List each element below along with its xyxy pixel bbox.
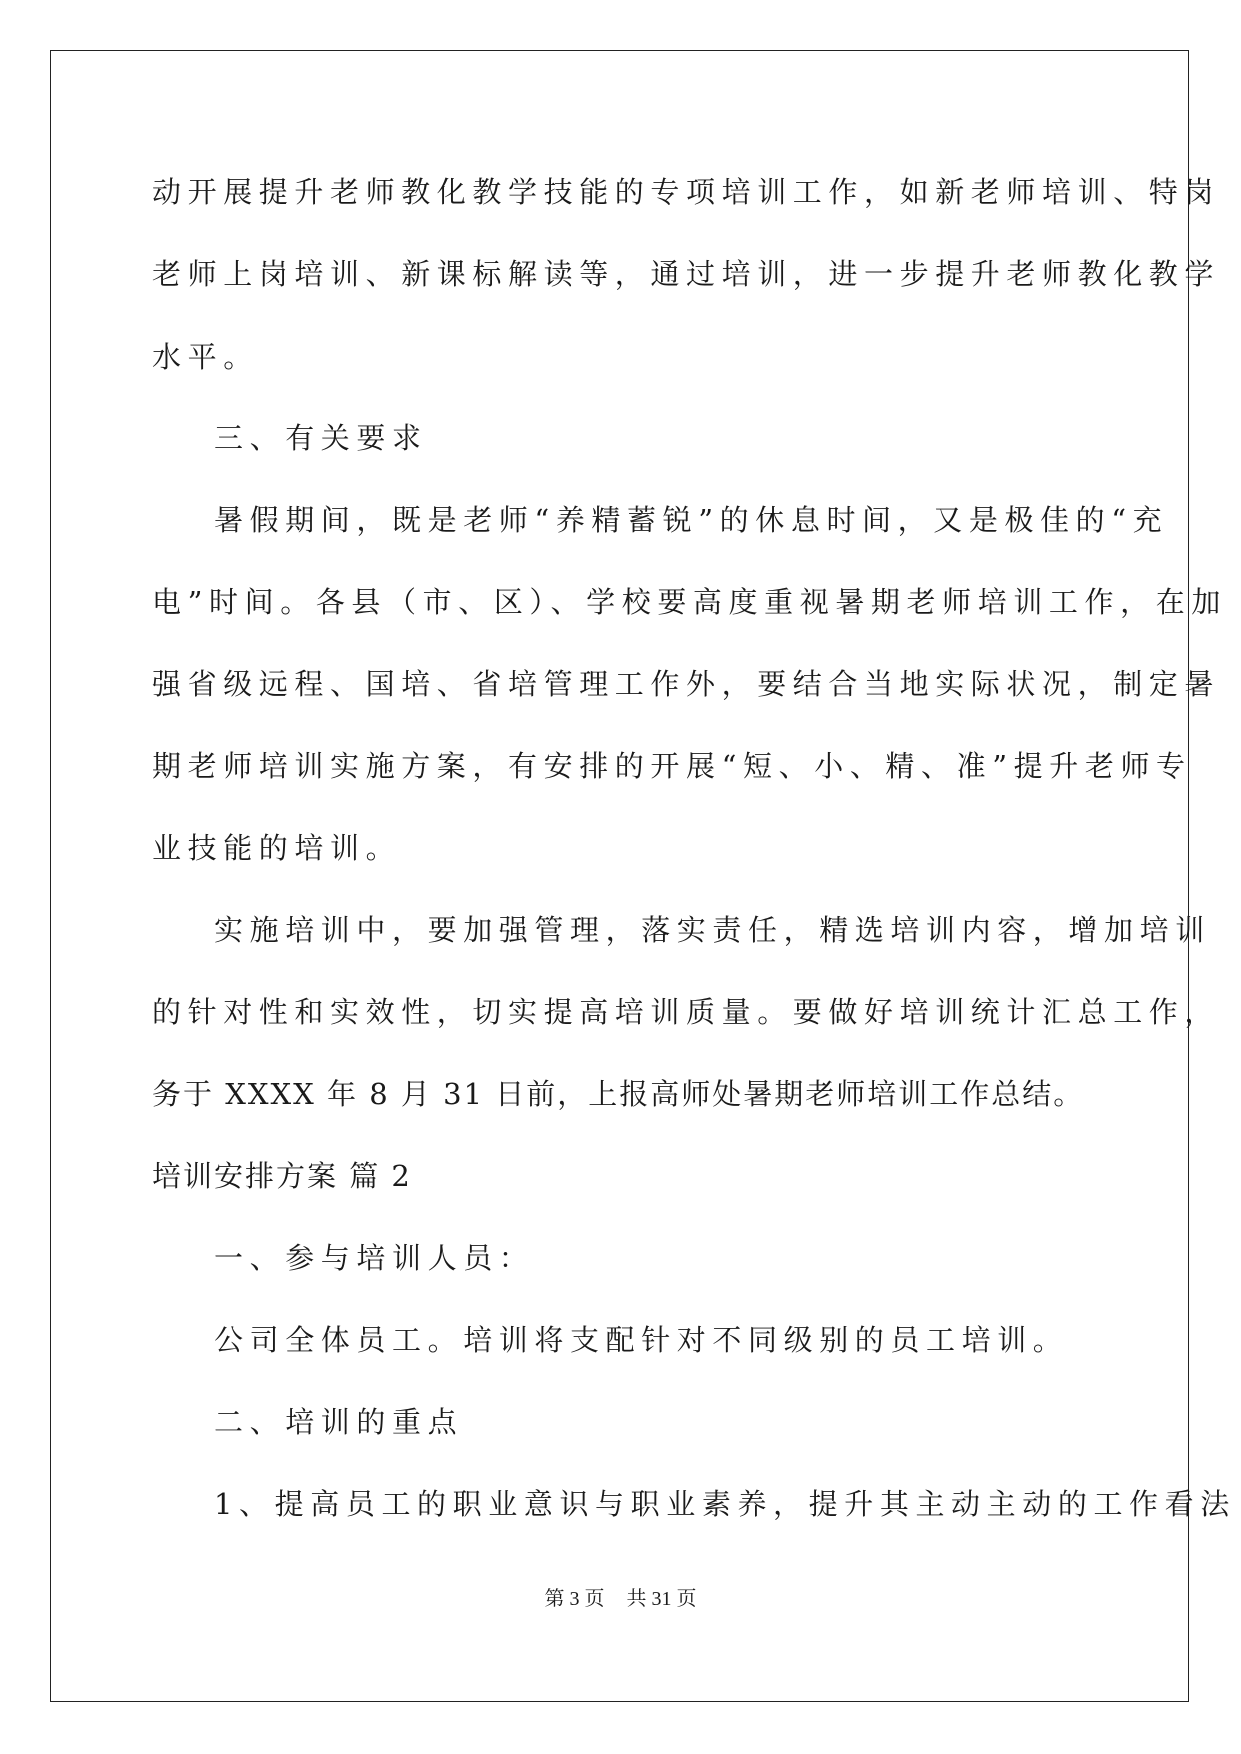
paragraph-line: 水平。 (152, 340, 259, 374)
page-border (50, 50, 1189, 1702)
paragraph-line: 期老师培训实施方案，有安排的开展“短、小、精、准”提升老师专 (152, 749, 1192, 783)
paragraph-line: 的针对性和实效性，切实提高培训质量。要做好培训统计汇总工作， (152, 995, 1221, 1029)
paragraph-line: 公司全体员工。培训将支配针对不同级别的员工培训。 (214, 1323, 1069, 1357)
section-heading: 一、参与培训人员： (214, 1241, 535, 1275)
page-footer (0, 1587, 1241, 1611)
paragraph-line: 务于 XXXX 年 8 月 31 日前，上报高师处暑期老师培训工作总结。 (152, 1077, 1085, 1111)
page-total: 共 31 页 (626, 1588, 697, 1610)
section-heading: 三、有关要求 (214, 421, 428, 455)
paragraph-line: 电”时间。各县（市、区）、学校要高度重视暑期老师培训工作，在加 (152, 585, 1227, 619)
paragraph-line: 实施培训中，要加强管理，落实责任，精选培训内容，增加培训 (214, 913, 1211, 947)
page-number: 第 3 页 (544, 1588, 605, 1610)
chapter-heading: 培训安排方案 篇 2 (152, 1159, 412, 1193)
paragraph-line: 动开展提升老师教化教学技能的专项培训工作，如新老师培训、特岗 (152, 175, 1221, 209)
paragraph-line: 暑假期间，既是老师“养精蓄锐”的休息时间，又是极佳的“充 (214, 503, 1169, 537)
section-heading: 二、培训的重点 (214, 1405, 464, 1439)
paragraph-line: 业技能的培训。 (152, 831, 402, 865)
paragraph-line: 老师上岗培训、新课标解读等，通过培训，进一步提升老师教化教学 (152, 257, 1221, 291)
paragraph-line: 强省级远程、国培、省培管理工作外，要结合当地实际状况，制定暑 (152, 667, 1221, 701)
list-item: 1、提高员工的职业意识与职业素养，提升其主动主动的工作看法 (214, 1487, 1236, 1521)
